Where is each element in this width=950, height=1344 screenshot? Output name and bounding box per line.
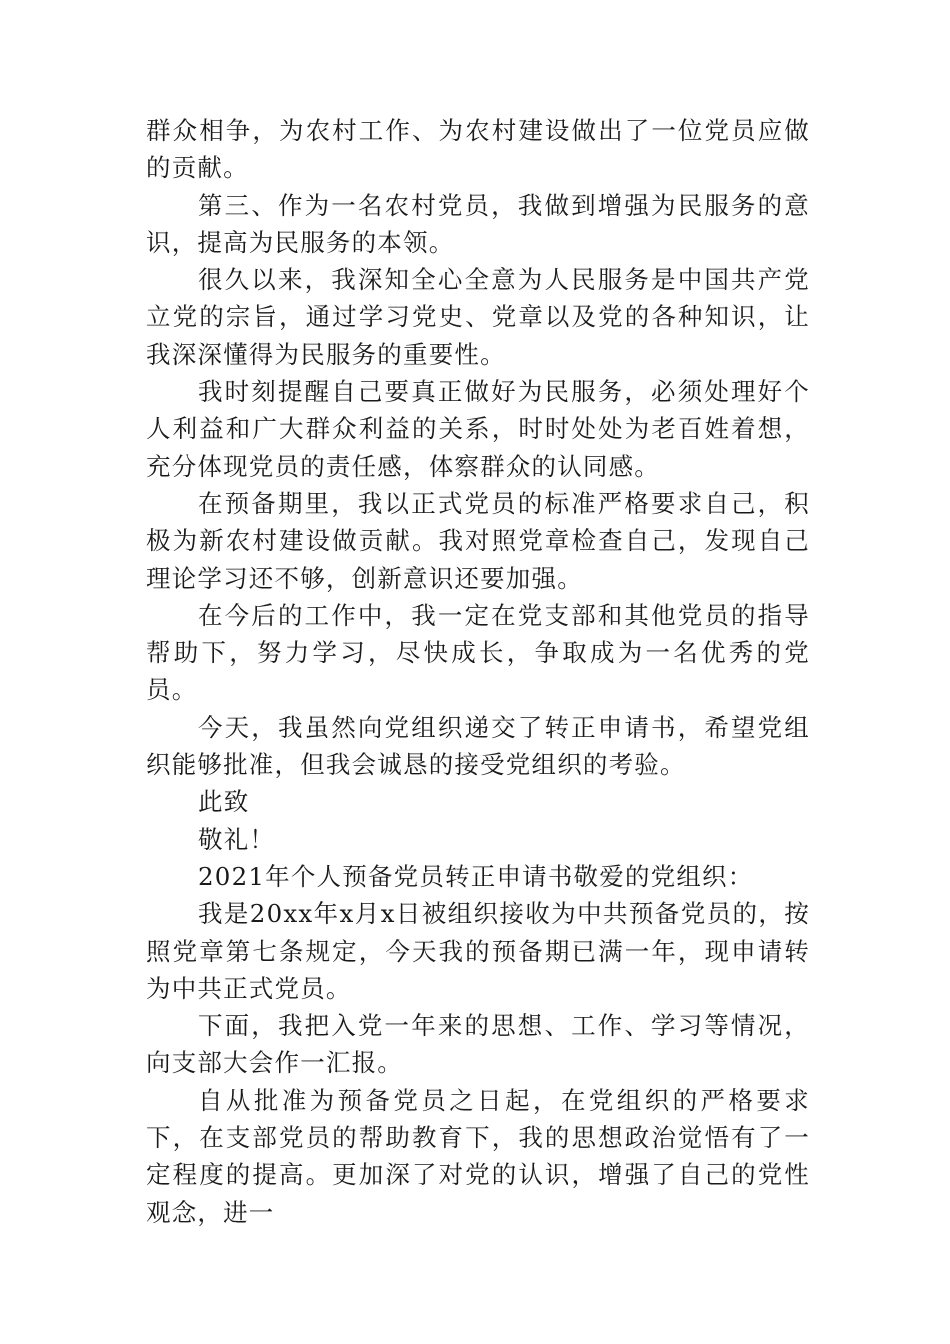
paragraph-5: 在预备期里，我以正式党员的标准严格要求自己，积极为新农村建设做贡献。我对照党章检查自己，发现自己理论学习还不够，创新意识还要加强。 (146, 488, 810, 593)
paragraph-4: 我时刻提醒自己要真正做好为民服务，必须处理好个人利益和广大群众利益的关系，时时处处为老百姓着想，充分体现党员的责任感，体察群众的认同感。 (146, 377, 810, 481)
paragraph-13: 自从批准为预备党员之日起，在党组织的严格要求下，在支部党员的帮助教育下，我的思想政治觉悟有了一定程度的提高。更加深了对党的认识，增强了自己的党性观念，进一 (146, 1085, 810, 1227)
section-heading: 2021年个人预备党员转正申请书敬爱的党组织： (198, 861, 754, 891)
closing-salutation: 此致 (198, 787, 250, 817)
paragraph-12: 下面，我把入党一年来的思想、工作、学习等情况，向支部大会作一汇报。 (146, 1011, 810, 1078)
document-body (146, 112, 810, 1231)
paragraph-7: 今天，我虽然向党组织递交了转正申请书，希望党组织能够批准，但我会诚恳的接受党组织的考验。 (146, 712, 810, 780)
paragraph-6: 在今后的工作中，我一定在党支部和其他党员的指导帮助下，努力学习，尽快成长，争取成为一名优秀的党员。 (146, 600, 810, 705)
paragraph-1: 群众相争，为农村工作、为农村建设做出了一位党员应做的贡献。 (146, 116, 810, 183)
closing-regards: 敬礼！ (198, 824, 276, 854)
paragraph-3: 很久以来，我深知全心全意为人民服务是中国共产党立党的宗旨，通过学习党史、党章以及党的各种知识，让我深深懂得为民服务的重要性。 (146, 265, 810, 369)
paragraph-2: 第三、作为一名农村党员，我做到增强为民服务的意识，提高为民服务的本领。 (146, 190, 810, 257)
paragraph-11: 我是20xx年x月x日被组织接收为中共预备党员的，按照党章第七条规定，今天我的预备期已满一年，现申请转为中共正式党员。 (146, 899, 810, 1003)
